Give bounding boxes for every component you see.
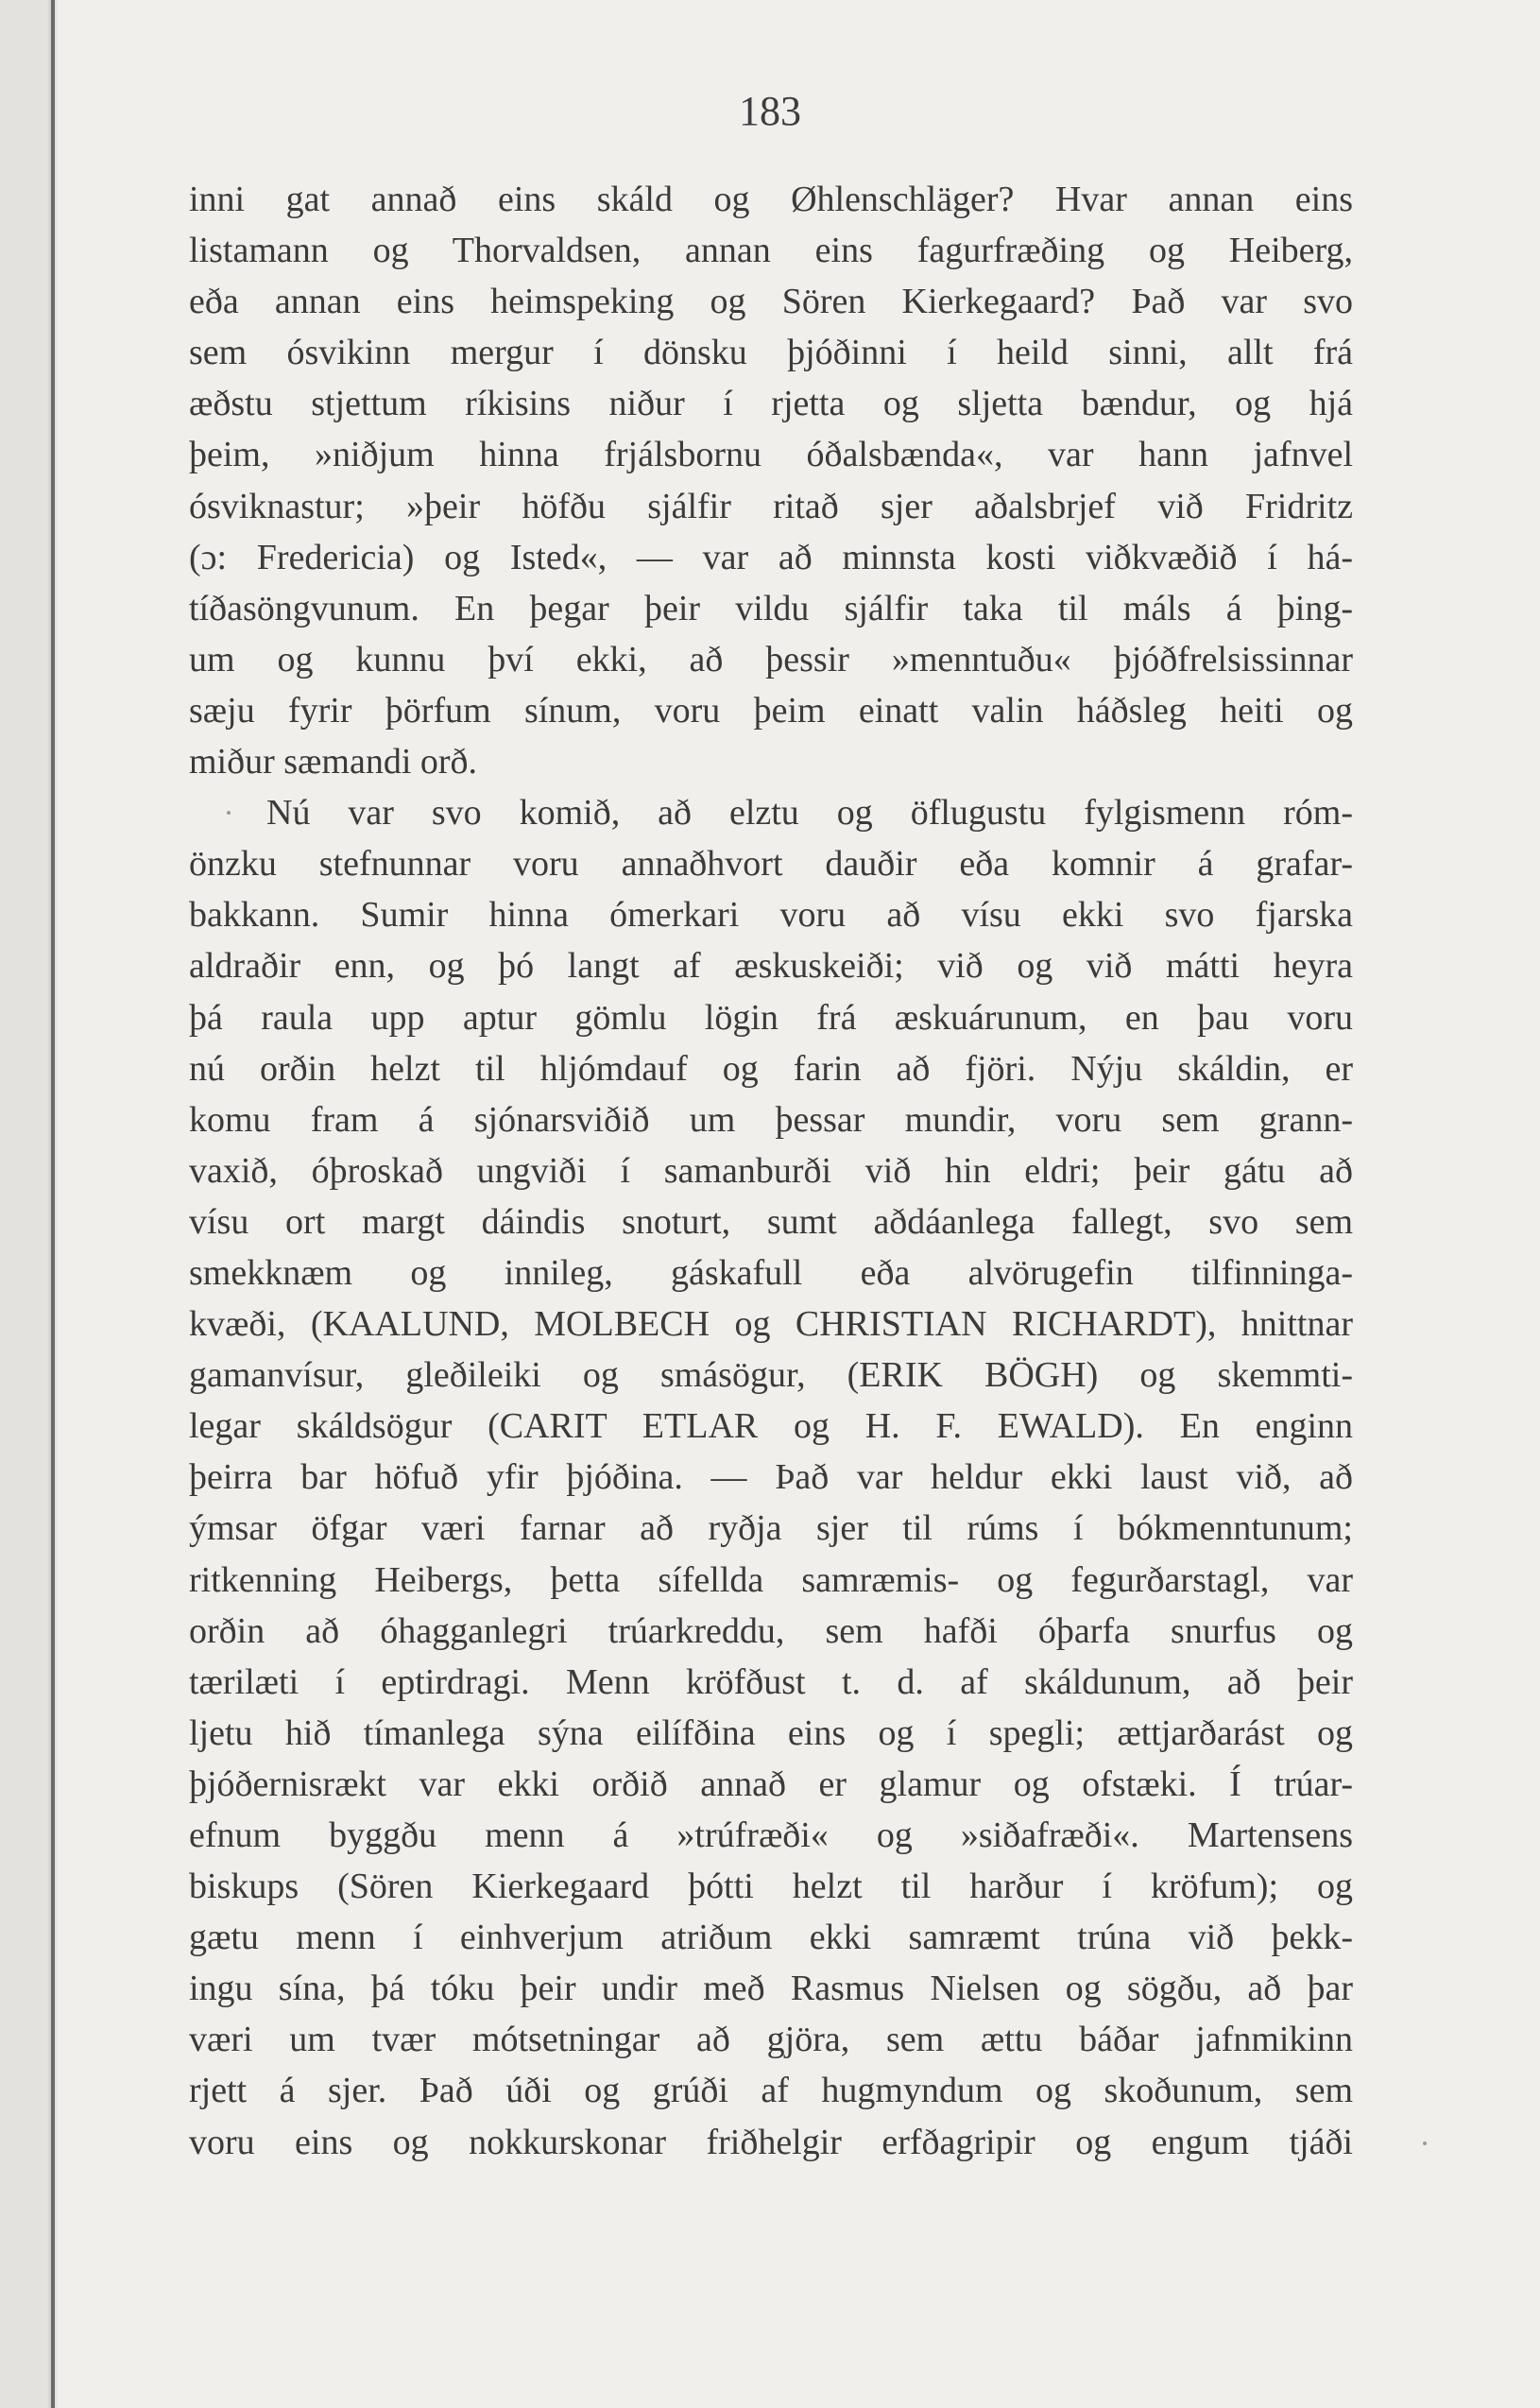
text-line: tærilæti í eptirdragi. Menn kröfðust t. d. af skáldunum, að þeir [189,1661,1353,1702]
text-line: æðstu stjettum ríkisins niður í rjetta og sljetta bændur, og hjá [189,384,1353,424]
text-line: ýmsar öfgar væri farnar að ryðja sjer til rúms í bókmenntunum; [189,1508,1353,1549]
text-line: kvæði, (KAALUND, MOLBECH og CHRISTIAN RICHARDT), hnittnar [189,1304,1353,1345]
text-line: efnum byggðu menn á »trúfræði« og »siðafræði«. Martensens [189,1815,1353,1855]
text-line: rjett á sjer. Það úði og grúði af hugmyndum og skoðunum, sem [189,2071,1353,2111]
text-line: komu fram á sjónarsviðið um þessar mundir, voru sem grann- [189,1099,1353,1140]
text-line: nú orðin helzt til hljómdauf og farin að fjöri. Nýju skáldin, er [189,1048,1353,1089]
text-line: inni gat annað eins skáld og Øhlenschläger? Hvar annan eins [189,180,1353,219]
text-line: ósviknastur; »þeir höfðu sjálfir ritað sjer aðalsbrjef við Fridritz [189,486,1353,526]
text-line: um og kunnu því ekki, að þessir »menntuðu« þjóðfrelsissinnar [189,639,1353,679]
text-line: ljetu hið tímanlega sýna eilífðina eins og í spegli; ættjarðarást og [189,1712,1353,1753]
text-line: voru eins og nokkurskonar friðhelgir erfðagripir og engum tjáði [189,2122,1353,2162]
text-line: orðin að óhagganlegri trúarkreddu, sem hafði óþarfa snurfus og [189,1610,1353,1651]
text-line: bakkann. Sumir hinna ómerkari voru að vísu ekki svo fjarska [189,895,1353,936]
text-line: Nú var svo komið, að elztu og öflugustu fylgismenn róm- [266,793,1353,834]
text-line: gamanvísur, gleðileiki og smásögur, (ERIK BÖGH) og skemmti- [189,1355,1353,1396]
binding-line [51,0,55,2408]
text-line: þjóðernisrækt var ekki orðið annað er glamur og ofstæki. Í trúar- [189,1763,1353,1804]
text-line: vaxið, óþroskað ungviði í samanburði við hin eldri; þeir gátu að [189,1150,1353,1191]
text-line: þeim, »niðjum hinna frjálsbornu óðalsbænda«, var hann jafnvel [189,435,1353,475]
page-number: 183 [739,88,801,134]
text-line: ingu sína, þá tóku þeir undir með Rasmus Nielsen og sögðu, að þar [189,1969,1353,2009]
text-line: þeirra bar höfuð yfir þjóðina. — Það var heldur ekki laust við, að [189,1457,1353,1498]
text-line: (ɔ: Fredericia) og Isted«, — var að minnsta kosti viðkvæðið í há- [189,537,1353,577]
margin-speck [227,811,231,815]
text-line: sæju fyrir þörfum sínum, voru þeim einatt valin háðsleg heiti og [189,690,1353,731]
text-line: listamann og Thorvaldsen, annan eins fagurfræðing og Heiberg, [189,231,1353,271]
text-line: aldraðir enn, og þó langt af æskuskeiði; við og við mátti heyra [189,946,1353,987]
text-line: væri um tvær mótsetningar að gjöra, sem ættu báðar jafnmikinn [189,2020,1353,2060]
text-line: ritkenning Heibergs, þetta sífellda samræmis- og fegurðarstagl, var [189,1559,1353,1600]
text-line: önzku stefnunnar voru annaðhvort dauðir eða komnir á grafar- [189,844,1353,885]
text-line: vísu ort margt dáindis snoturt, sumt aðdáanlega fallegt, svo sem [189,1201,1353,1242]
text-line: tíðasöngvunum. En þegar þeir vildu sjálfir taka til máls á þing- [189,588,1353,628]
text-line: smekknæm og innileg, gáskafull eða alvörugefin tilfinninga- [189,1252,1353,1293]
text-line: miður sæmandi orð. [189,742,478,783]
text-line: legar skáldsögur (CARIT ETLAR og H. F. EWALD). En enginn [189,1406,1353,1447]
text-line: eða annan eins heimspeking og Sören Kierkegaard? Það var svo [189,282,1353,322]
binding-edge [0,0,59,2408]
text-line: biskups (Sören Kierkegaard þótti helzt til harður í kröfum); og [189,1866,1353,1907]
text-line: sem ósvikinn mergur í dönsku þjóðinni í heild sinni, allt frá [189,333,1353,373]
text-line: gætu menn í einhverjum atriðum ekki samræmt trúna við þekk- [189,1918,1353,1958]
margin-speck [1423,2141,1427,2145]
body-text [189,174,1353,2168]
text-line: þá raula upp aptur gömlu lögin frá æskuárunum, en þau voru [189,997,1353,1038]
